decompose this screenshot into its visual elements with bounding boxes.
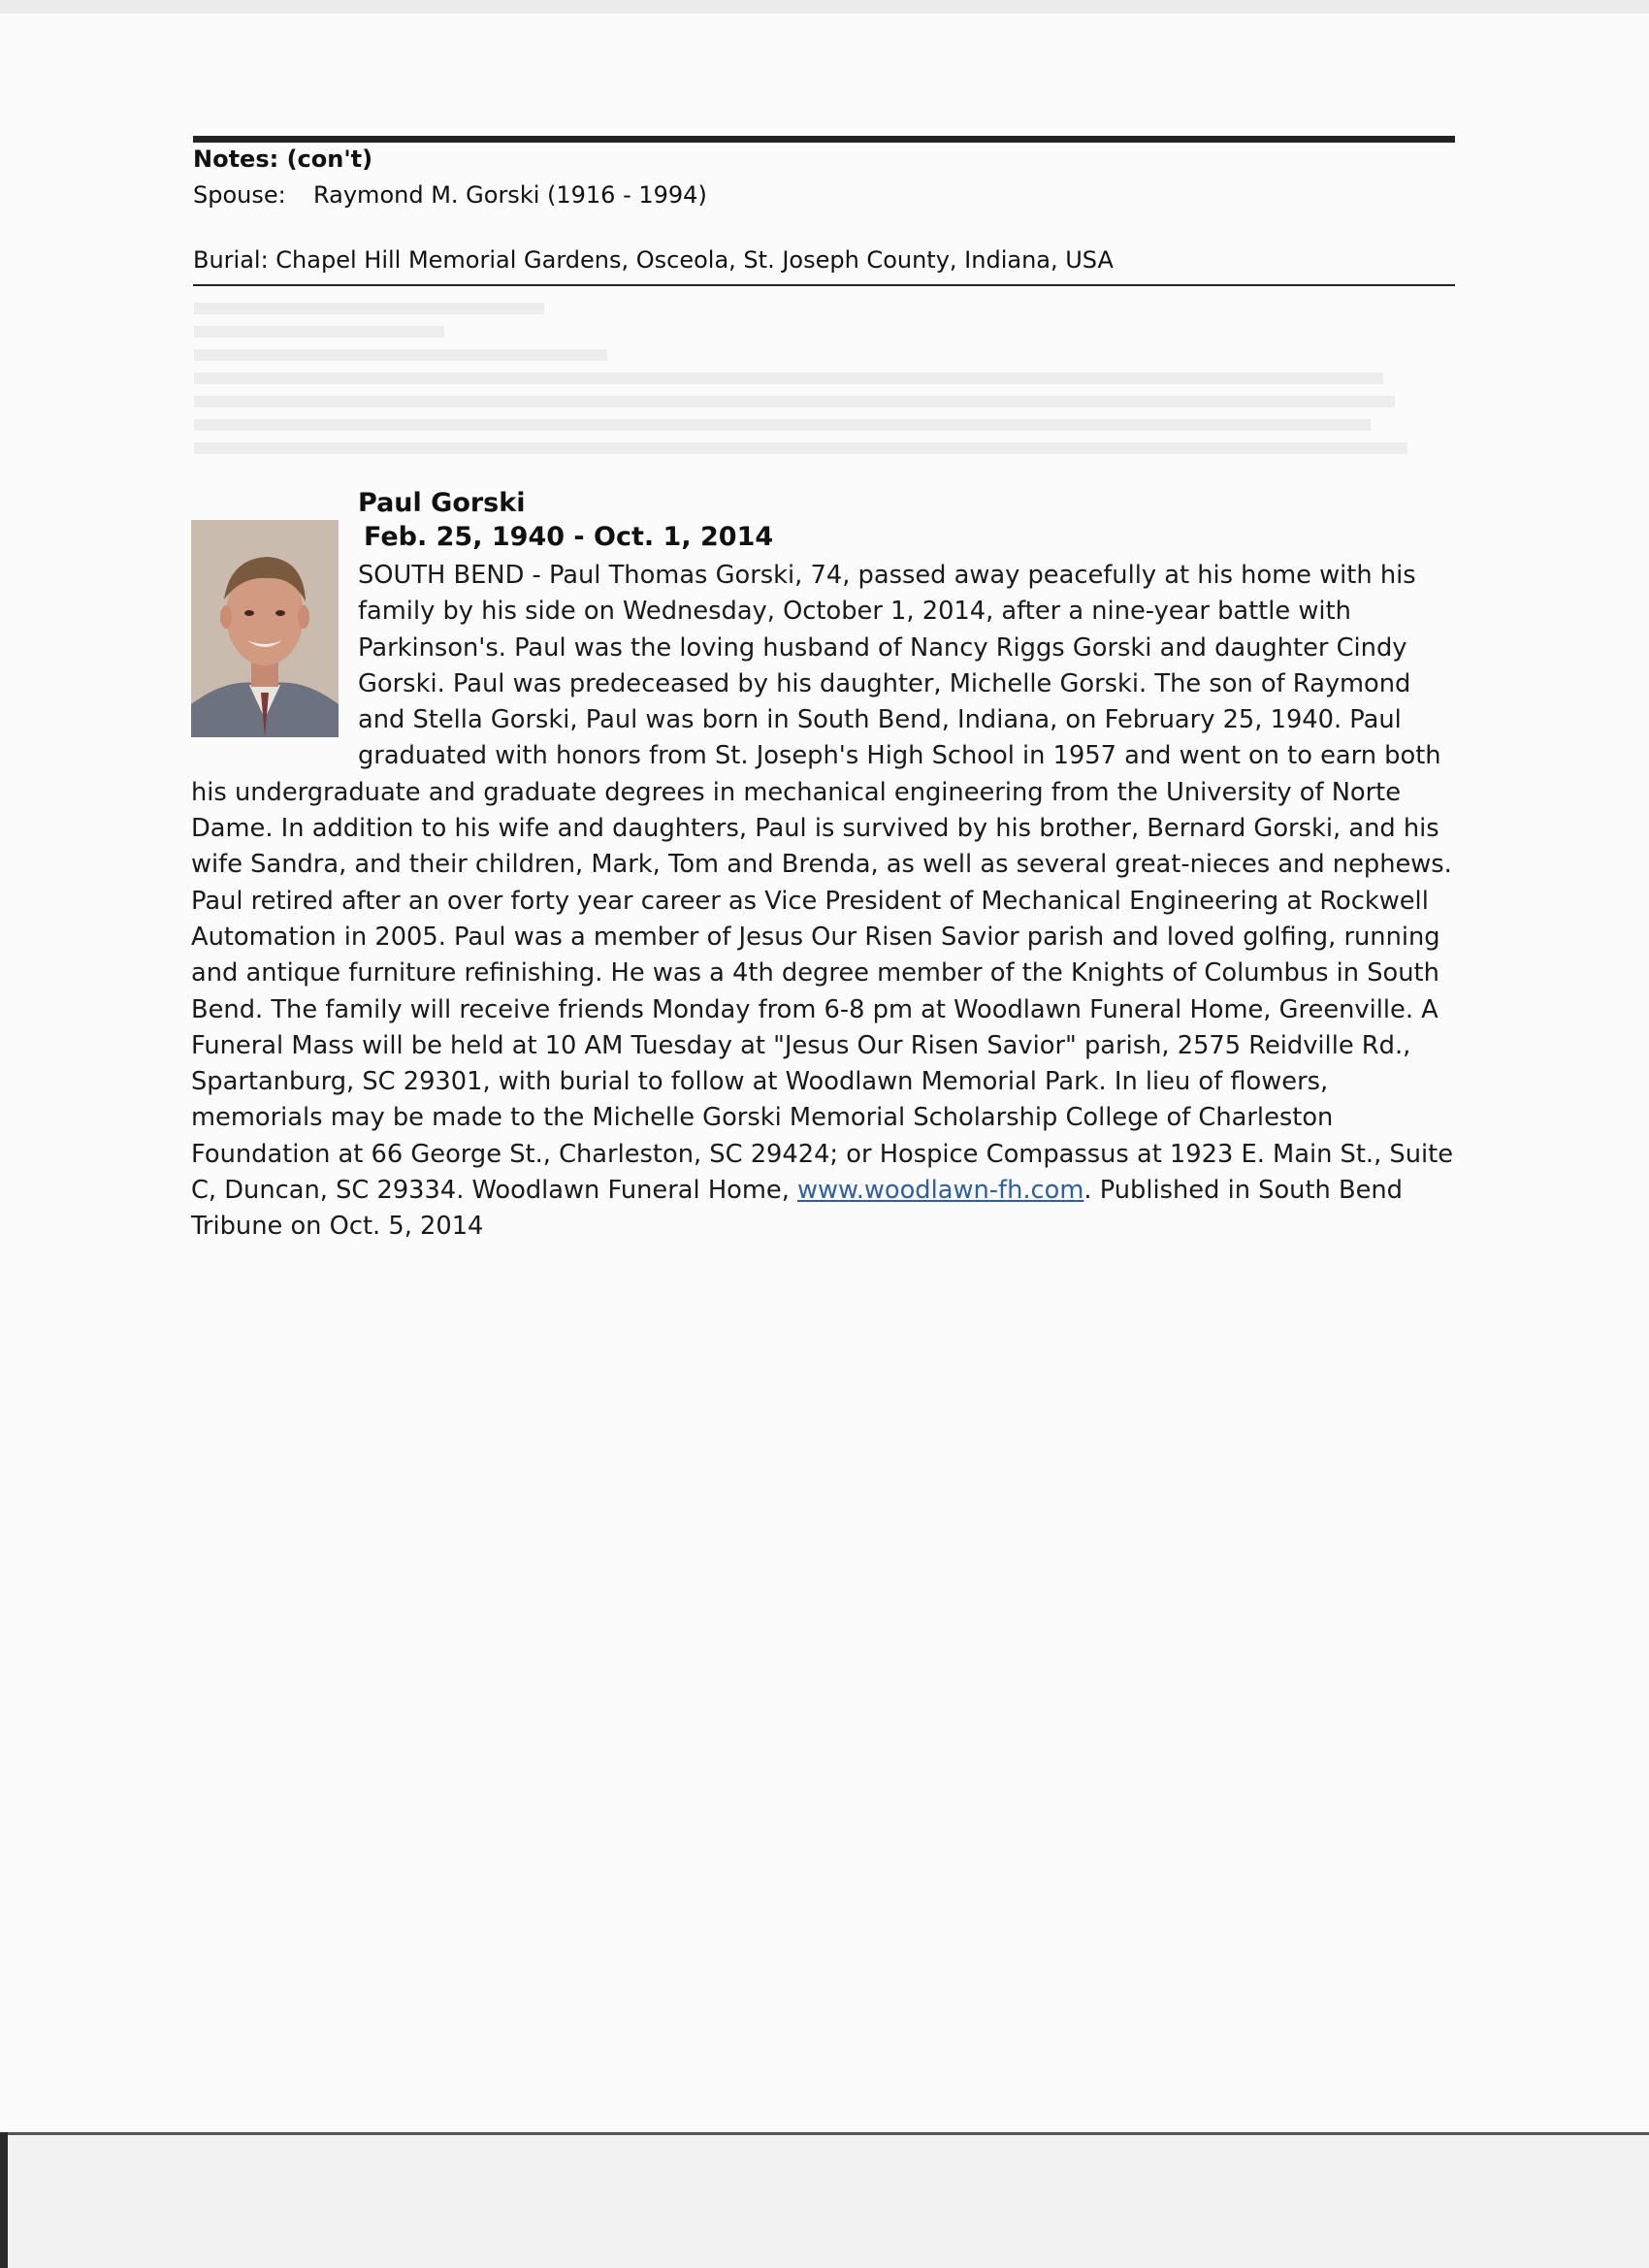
section-rule (193, 284, 1455, 286)
obituary-body (191, 558, 1457, 1246)
published-note: . Published in South Bend Tribune on Oct. 5, 2014 (191, 1176, 1403, 1242)
obituary-name: Paul Gorski (358, 488, 526, 518)
scan-bottom-line (0, 2132, 1649, 2135)
top-rule (193, 136, 1455, 143)
notes-heading: Notes: (con't) (193, 146, 373, 173)
obituary-dates: Feb. 25, 1940 - Oct. 1, 2014 (364, 522, 774, 552)
funeral-home-link[interactable]: www.woodlawn-fh.com (797, 1176, 1084, 1206)
photo-spacer (191, 558, 358, 740)
obituary-text: SOUTH BEND - Paul Thomas Gorski, 74, passed away peacefully at his home with his family by his side on Wednesday, October 1, 2014, after a nine-year battle with Parkinson's. Paul was the loving husband of Nancy Riggs Gorski and daughter Cindy Gorski. Paul was predeceased by his daughter, Michelle Gorski. The son of Raymond and Stella Gorski, Paul was born in South Bend, Indiana, on February 25, 1940. Paul graduated with honors from St. Joseph's High School in 1957 and went on to earn both his undergraduate and graduate degrees in mechanical engineering from the University of Norte Dame. In addition to his wife and daughters, Paul is survived by his brother, Bernard Gorski, and his wife Sandra, and their children, Mark, Tom and Brenda, as well as several great-nieces and nephews. Paul retired after an over forty year career as Vice President of Mechanical Engineering at Rockwell Automation in 2005. Paul was a member of Jesus Our Risen Savior parish and loved golfing, running and antique furniture refinishing. He was a 4th degree member of the Knights of Columbus in South Bend. The family will receive friends Monday from 6-8 pm at Woodlawn Funeral Home, Greenville. A Funeral Mass will be held at 10 AM Tuesday at "Jesus Our Risen Savior" parish, 2575 Reidville Rd., Spartanburg, SC 29301, with burial to follow at Woodlawn Memorial Park. In lieu of flowers, memorials may be made to the Michelle Gorski Memorial Scholarship College of Charleston Foundation at 66 George St., Charleston, SC 29424; or Hospice Compassus at 1923 E. Main St., Suite C, Duncan, SC 29334. Woodlawn Funeral Home, (191, 561, 1453, 1206)
scan-bottom-area (0, 2132, 1649, 2268)
spouse-line (193, 181, 707, 209)
spouse-value: Raymond M. Gorski (1916 - 1994) (313, 181, 707, 209)
spouse-label: Spouse: (193, 181, 286, 209)
scan-left-edge (0, 2132, 8, 2268)
bleed-through-shadow (194, 291, 1445, 504)
scan-top-edge (0, 0, 1649, 14)
burial-line: Burial: Chapel Hill Memorial Gardens, Osceola, St. Joseph County, Indiana, USA (193, 246, 1114, 274)
